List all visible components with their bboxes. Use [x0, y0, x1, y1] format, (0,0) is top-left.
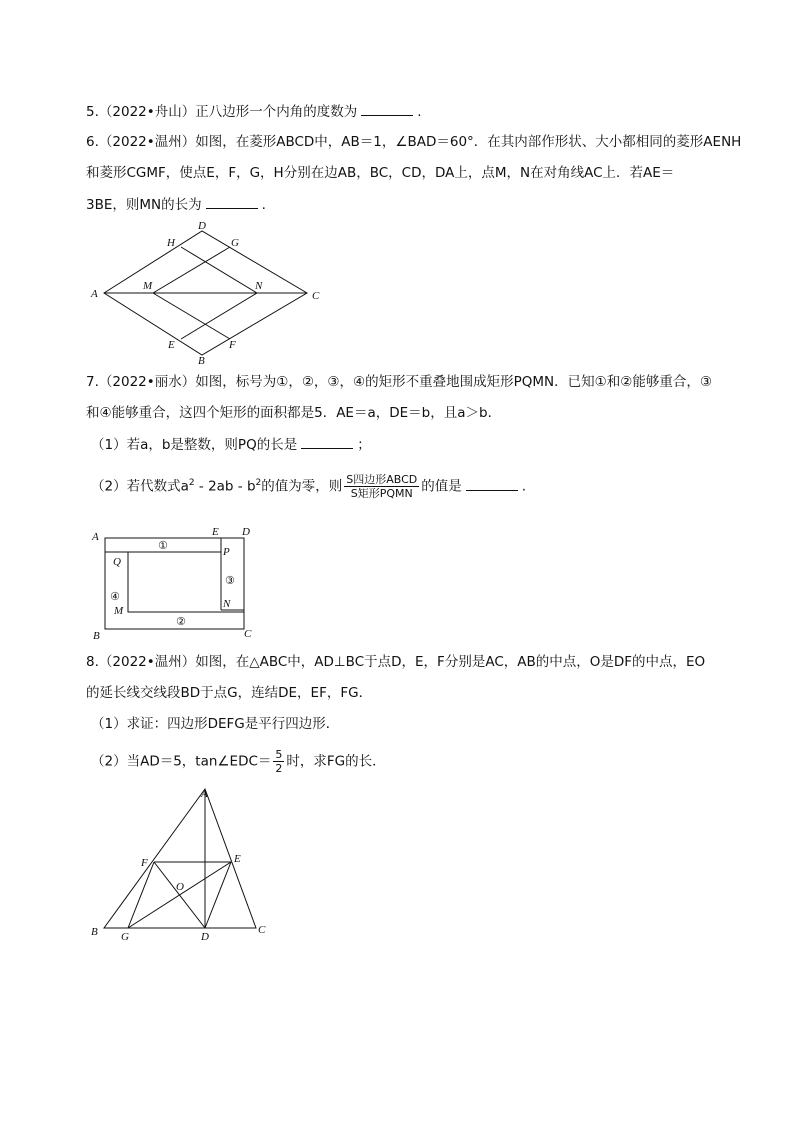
- label-rect-4: ④: [110, 590, 120, 603]
- label-C: C: [258, 924, 266, 936]
- question-7-part-2: [91, 473, 526, 500]
- label-P: P: [223, 546, 230, 558]
- label-rect-3: ③: [225, 574, 235, 587]
- label-C: C: [244, 628, 252, 640]
- label-E: E: [168, 339, 175, 351]
- label-E: E: [234, 853, 241, 865]
- question-text: 如图，在菱形ABCD中，AB＝1，∠BAD＝60°．在其内部作形状、大小都相同的菱形AENH: [195, 134, 742, 150]
- label-G: G: [231, 237, 239, 249]
- segment-eg: [128, 862, 231, 928]
- question-text: 如图，标号为①，②，③，④的矩形不重叠地围成矩形PQMN．已知①和②能够重合，③: [195, 374, 712, 390]
- fraction-numerator: 5: [275, 748, 283, 761]
- question-8-line-1: 8.（2022•温州）如图，在△ABC中，AD⊥BC于点D，E，F分别是AC，AB的中点，O是DF的中点，EO: [86, 654, 706, 670]
- question-7-part-1: [91, 435, 371, 454]
- question-source: （2022•丽水）: [98, 374, 196, 390]
- label-G: G: [121, 931, 129, 943]
- segment-ed: [205, 862, 231, 928]
- label-M: M: [114, 605, 124, 617]
- label-B: B: [198, 355, 205, 367]
- question-7-line-1: 7.（2022•丽水）如图，标号为①，②，③，④的矩形不重叠地围成矩形PQMN．已知①和②能够重合，③: [86, 374, 712, 390]
- question-5: 5.（2022•舟山）正八边形一个内角的度数为 .: [86, 104, 422, 120]
- segment-fg: [128, 862, 154, 928]
- question-source: （2022•温州）: [98, 654, 196, 670]
- label-D: D: [242, 526, 250, 538]
- exponent: 2: [255, 478, 262, 488]
- punctuation: .: [261, 197, 266, 213]
- sub-question-text: 时，求FG的长．: [286, 753, 386, 770]
- label-E: E: [212, 526, 219, 538]
- label-D: D: [201, 931, 209, 943]
- label-rect-1: ①: [158, 539, 168, 552]
- exponent: 2: [188, 478, 195, 488]
- label-D: D: [198, 220, 206, 232]
- punctuation: ；: [357, 437, 371, 453]
- sub-question-text: 的值是: [421, 478, 462, 495]
- fraction-denominator: S矩形PQMN: [350, 487, 413, 500]
- label-F: F: [141, 857, 148, 869]
- question-text: 如图，在△ABC中，AD⊥BC于点D，E，F分别是AC，AB的中点，O是DF的中点，EO: [195, 654, 706, 670]
- question-8-part-2: [91, 748, 386, 775]
- label-B: B: [93, 630, 100, 642]
- answer-blank[interactable]: [301, 435, 353, 449]
- sub-question-text: - 2ab - b: [194, 478, 256, 495]
- sub-question-text: （2）当AD＝5，tan∠EDC＝: [91, 753, 272, 770]
- sub-question-text: （2）若代数式a: [91, 478, 189, 495]
- label-A: A: [91, 288, 98, 300]
- question-number: 6: [86, 134, 95, 150]
- label-C: C: [312, 290, 320, 302]
- question-6-line-1: 6.（2022•温州）如图，在菱形ABCD中，AB＝1，∠BAD＝60°．在其内部作形状、大小都相同的菱形AENH: [86, 134, 742, 150]
- fraction-numerator: S四边形ABCD: [346, 473, 418, 486]
- label-A: A: [201, 788, 208, 800]
- question-text: 3BE，则MN的长为: [86, 197, 202, 213]
- question-number: 5: [86, 104, 95, 120]
- rectangle-1-inner: [105, 552, 221, 610]
- label-N: N: [255, 280, 263, 292]
- answer-blank[interactable]: [466, 477, 518, 491]
- question-source: （2022•温州）: [98, 134, 196, 150]
- question-number: 8: [86, 654, 95, 670]
- question-8-line-2: 的延长线交线段BD于点G，连结DE，EF，FG．: [86, 685, 373, 701]
- fraction-denominator: 2: [275, 762, 283, 775]
- question-source: （2022•舟山）: [98, 104, 196, 120]
- punctuation: .: [417, 104, 422, 120]
- sub-question-text: 的值为零，则: [261, 478, 343, 495]
- label-Q: Q: [113, 556, 121, 568]
- label-A: A: [92, 531, 99, 543]
- label-B: B: [91, 926, 98, 938]
- label-rect-2: ②: [176, 615, 186, 628]
- label-H: H: [167, 237, 175, 249]
- label-F: F: [229, 339, 236, 351]
- label-M: M: [143, 280, 153, 292]
- label-N: N: [223, 598, 231, 610]
- question-8-part-1: （1）求证：四边形DEFG是平行四边形．: [91, 716, 340, 732]
- tan-fraction: [273, 748, 284, 775]
- area-ratio-fraction: [344, 473, 419, 500]
- question-text: 正八边形一个内角的度数为: [195, 104, 358, 120]
- punctuation: .: [521, 478, 527, 495]
- sub-question-text: （1）若a，b是整数，则PQ的长是: [91, 437, 298, 453]
- question-7-line-2: 和④能够重合，这四个矩形的面积都是5．AE＝a，DE＝b，且a＞b．: [86, 405, 502, 421]
- question-number: 7: [86, 374, 95, 390]
- question-6-line-2: 和菱形CGMF，使点E，F，G，H分别在边AB，BC，CD，DA上，点M，N在对角线AC上．若AE＝: [86, 165, 675, 181]
- label-O: O: [176, 881, 184, 893]
